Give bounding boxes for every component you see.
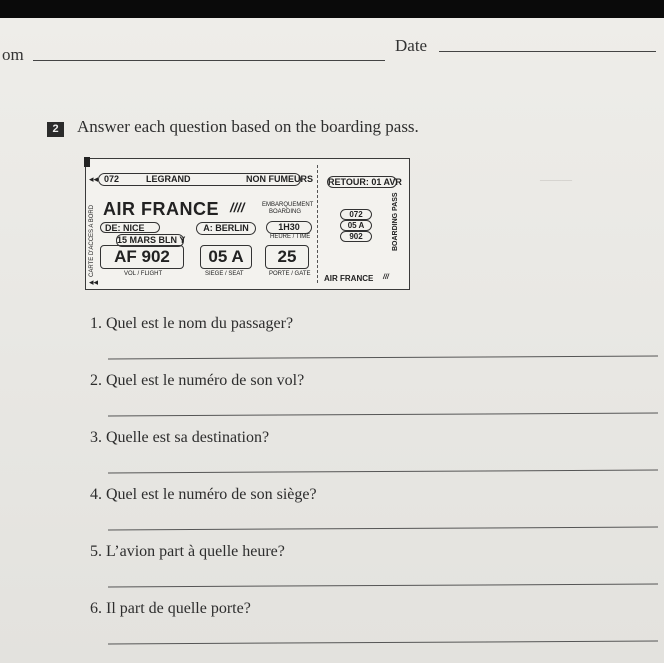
- name-label-fragment: om: [2, 45, 24, 64]
- date-line: [439, 51, 656, 52]
- origin: DE: NICE: [100, 222, 160, 233]
- gate-number: 25: [265, 245, 309, 269]
- stub-flight: 902: [340, 231, 372, 242]
- embark-label-en: BOARDING: [269, 209, 302, 215]
- time-label: HEURE / TIME: [270, 234, 311, 240]
- stub-airline: AIR FRANCE: [324, 274, 374, 283]
- question-4: 4. Quel est le numéro de son siège?: [90, 486, 317, 503]
- airline-name: AIR FRANCE: [103, 199, 219, 219]
- arrow-icon-bottom: ◂◂: [89, 277, 99, 287]
- top-dark-bar: [0, 0, 664, 18]
- seat-label: SIEGE / SEAT: [205, 271, 244, 277]
- question-6: 6. Il part de quelle porte?: [90, 600, 251, 617]
- date-code: 15 MARS BLN Y: [117, 235, 186, 245]
- embark-label: EMBARQUEMENT: [262, 202, 314, 208]
- passenger-name: LEGRAND: [146, 174, 191, 184]
- destination: A: BERLIN: [196, 222, 256, 235]
- pass-seq-number: 072: [104, 174, 120, 184]
- date-label: Date: [395, 36, 428, 55]
- stub-seq: 072: [340, 209, 372, 220]
- departure-time: 1H30: [266, 221, 312, 234]
- arrow-icon: ◂◂: [89, 174, 99, 184]
- flight-number: AF 902: [100, 245, 184, 269]
- section-instruction: Answer each question based on the boarding pass.: [77, 117, 419, 136]
- question-2: 2. Quel est le numéro de son vol?: [90, 372, 305, 389]
- airline-logo-slashes: ////: [230, 200, 245, 215]
- pass-corner-tab: [84, 157, 90, 167]
- tear-line: [317, 165, 318, 283]
- flight-label: VOL / FLIGHT: [124, 271, 163, 277]
- stub-seat: 05 A: [340, 220, 372, 231]
- question-3: 3. Quelle est sa destination?: [90, 429, 270, 446]
- stub-logo-slashes: ///: [383, 274, 389, 281]
- stub-side-text: BOARDING PASS: [392, 192, 399, 251]
- question-1: 1. Quel est le nom du passager?: [90, 315, 294, 332]
- gate-label: PORTE / GATE: [269, 271, 311, 277]
- seat-number: 05 A: [200, 245, 252, 269]
- name-line: [33, 60, 385, 61]
- return-date: RETOUR: 01 AVR: [328, 177, 402, 187]
- worksheet-page: [0, 18, 664, 663]
- pass-side-text: CARTE D'ACCES A BORD: [89, 204, 95, 277]
- question-5: 5. L’avion part à quelle heure?: [90, 543, 285, 560]
- boarding-pass: [85, 158, 410, 290]
- bleed-through-text: ———: [540, 172, 573, 186]
- smoking-status: NON FUMEURS: [246, 174, 313, 184]
- section-number-badge: 2: [47, 122, 64, 137]
